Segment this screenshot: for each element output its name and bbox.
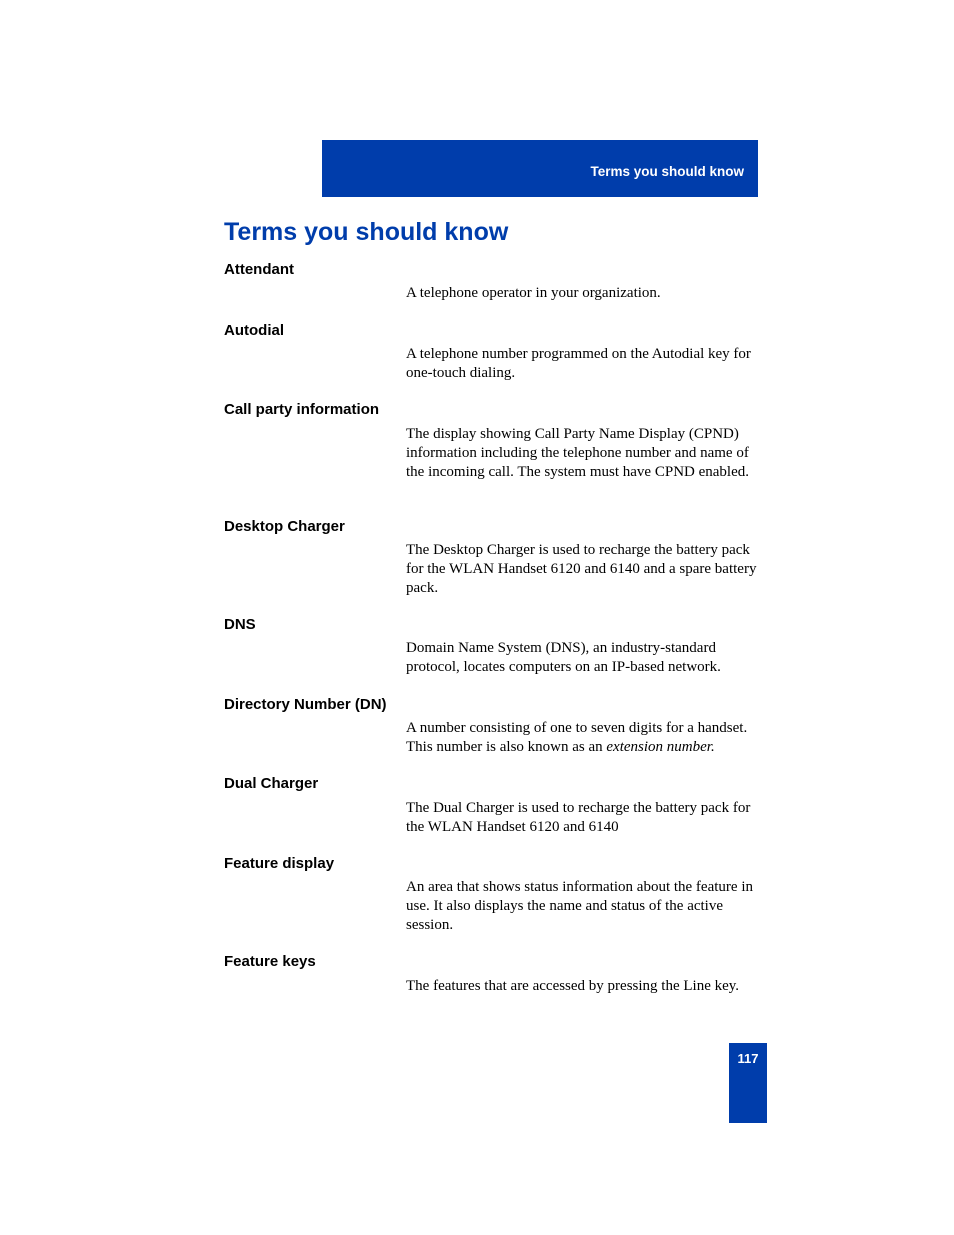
definition-feature-keys: The features that are accessed by pressing the Line key. (406, 978, 740, 994)
definition-dns: Domain Name System (DNS), an industry-standard protocol, locates computers on an IP-based network. (406, 640, 721, 675)
definition-feature-display: An area that shows status information about the feature in use. It also displays the name and status of the active session. (406, 879, 753, 933)
term-dual-charger: Dual Charger (224, 775, 319, 792)
term-dns: DNS (224, 616, 256, 633)
term-call-party-information: Call party information (224, 401, 380, 418)
term-desktop-charger: Desktop Charger (224, 518, 345, 535)
header-band (322, 140, 758, 197)
page-number: 117 (737, 1051, 759, 1066)
page-number-tab (729, 1043, 767, 1123)
definition-call-party-information: The display showing Call Party Name Display (CPND) information including the telephone number and name of the incoming call. The system must have CPND enabled. (406, 426, 749, 480)
term-autodial: Autodial (224, 322, 284, 339)
definition-attendant: A telephone operator in your organization. (406, 285, 661, 301)
definition-text: A number consisting of one to seven digits for a handset. This number is also known as an (406, 720, 748, 755)
definition-desktop-charger: The Desktop Charger is used to recharge the battery pack for the WLAN Handset 6120 and 6140 and a spare battery pack. (406, 542, 757, 596)
definition-emphasis: extension number. (606, 739, 715, 755)
definition-directory-number (406, 719, 758, 757)
term-attendant: Attendant (224, 261, 294, 278)
running-header: Terms you should know (590, 164, 744, 179)
term-feature-keys: Feature keys (224, 953, 316, 970)
term-feature-display: Feature display (224, 855, 335, 872)
definition-dual-charger: The Dual Charger is used to recharge the battery pack for the WLAN Handset 6120 and 6140 (406, 800, 751, 835)
term-directory-number: Directory Number (DN) (224, 696, 387, 713)
definition-autodial: A telephone number programmed on the Autodial key for one-touch dialing. (406, 346, 751, 381)
page-title: Terms you should know (224, 218, 509, 246)
